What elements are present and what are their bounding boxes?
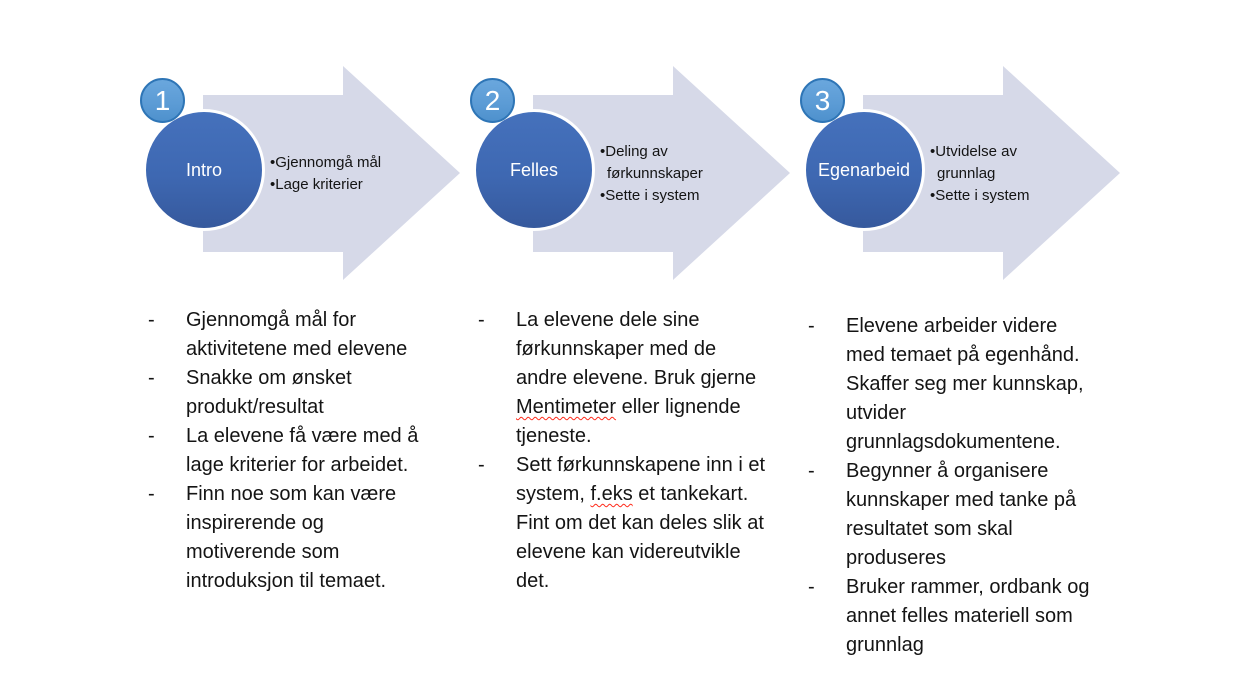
note-item xyxy=(808,457,1090,573)
note-item xyxy=(808,573,1090,660)
notes-column-1 xyxy=(148,306,438,596)
note-text: La elevene få være med å lage kriterier for arbeidet. xyxy=(186,425,419,476)
note-text: Finn noe som kan være inspirerende og motiverende som introduksjon til temaet. xyxy=(186,483,397,592)
list-dash-marker: - xyxy=(148,309,155,331)
process-step-1 xyxy=(140,65,470,280)
notes-column-2 xyxy=(478,306,770,596)
note-item xyxy=(808,312,1090,457)
step-3-number-badge xyxy=(800,78,845,123)
step-3-circle xyxy=(803,109,925,231)
note-text: Begynner å organisere kunnskaper med tanke på resultatet som skal produseres xyxy=(846,460,1077,569)
note-text: La elevene dele sine førkunnskaper med de andre elevene. Bruk gjerne Mentimeter eller lignende tjeneste. xyxy=(516,309,757,447)
note-item xyxy=(148,422,438,480)
process-step-2 xyxy=(470,65,800,280)
note-text: Snakke om ønsket produkt/resultat xyxy=(186,367,352,418)
note-item xyxy=(478,306,770,451)
step-3-number: 3 xyxy=(814,84,831,116)
note-item xyxy=(148,480,438,596)
process-step-3 xyxy=(800,65,1130,280)
step-3-bullet-list xyxy=(930,95,1064,252)
step-1-number-badge xyxy=(140,78,185,123)
arrow-bullet-item: •Lage kriterier xyxy=(270,175,363,193)
list-dash-marker: - xyxy=(808,460,815,482)
list-dash-marker: - xyxy=(148,483,155,505)
arrow-bullet-item: •Sette i system xyxy=(600,186,700,204)
list-dash-marker: - xyxy=(148,367,155,389)
note-item xyxy=(478,451,770,596)
arrow-bullet-item: •Deling av førkunnskaper xyxy=(600,142,703,182)
list-dash-marker: - xyxy=(478,454,485,476)
list-dash-marker: - xyxy=(478,309,485,331)
step-2-label: Felles xyxy=(509,159,558,180)
note-text: Sett førkunnskapene inn i et system, f.eks et tankekart. Fint om det kan deles slik at elevene kan videreutvikle det. xyxy=(516,454,766,592)
step-2-bullet-list xyxy=(600,95,734,252)
arrow-bullet-item: •Gjennomgå mål xyxy=(270,153,382,171)
note-item xyxy=(148,364,438,422)
arrow-bullet-item: •Utvidelse av grunnlag xyxy=(930,142,1017,182)
step-1-label: Intro xyxy=(185,159,223,180)
step-1-circle xyxy=(143,109,265,231)
arrow-bullet-item: •Sette i system xyxy=(930,186,1030,204)
note-text: Bruker rammer, ordbank og annet felles materiell som grunnlag xyxy=(846,576,1090,656)
misspelled-word: f.eks xyxy=(590,483,633,505)
step-2-number: 2 xyxy=(484,84,501,116)
note-text: Elevene arbeider videre med temaet på egenhånd. Skaffer seg mer kunnskap, utvider grunnlagsdokumentene. xyxy=(846,315,1084,453)
note-text: Gjennomgå mål for aktivitetene med elevene xyxy=(186,309,408,360)
step-1-number: 1 xyxy=(154,84,171,116)
list-dash-marker: - xyxy=(148,425,155,447)
step-2-number-badge xyxy=(470,78,515,123)
step-3-label: Egenarbeid xyxy=(817,159,911,180)
step-1-bullet-list xyxy=(270,95,404,252)
notes-column-3 xyxy=(808,312,1090,660)
list-dash-marker: - xyxy=(808,315,815,337)
list-dash-marker: - xyxy=(808,576,815,598)
step-2-circle xyxy=(473,109,595,231)
note-item xyxy=(148,306,438,364)
misspelled-word: Mentimeter xyxy=(516,396,617,418)
